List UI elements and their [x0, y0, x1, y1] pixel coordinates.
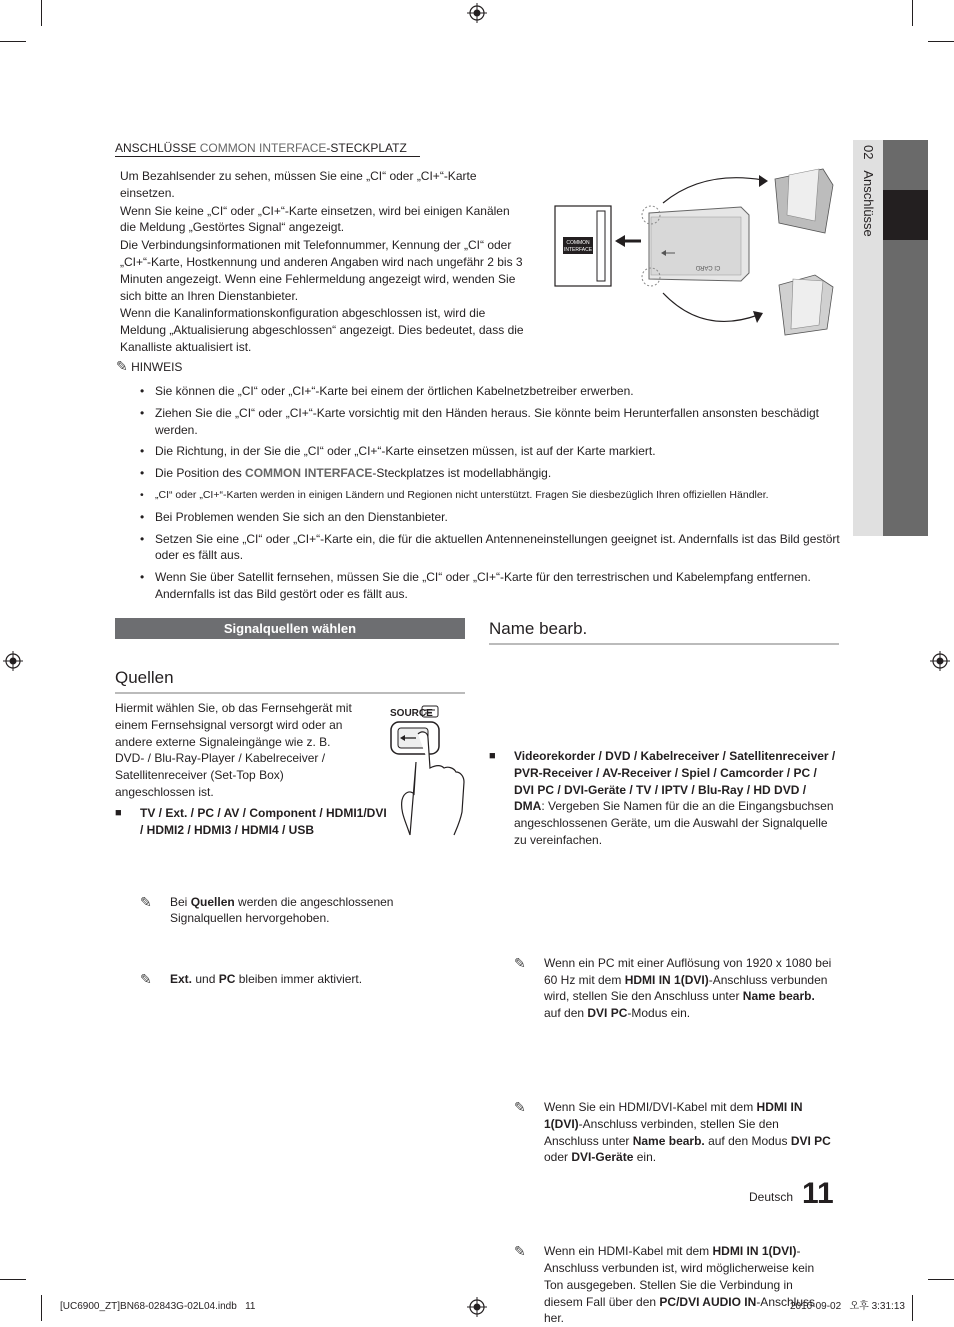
side-tab-label: 02 Anschlüsse: [861, 145, 876, 237]
crop-mark: [41, 0, 42, 26]
hinweis-title: ✎ HINWEIS: [116, 358, 183, 374]
signalquellen-bar: Signalquellen wählen: [115, 618, 465, 639]
quellen-item: ■ TV / Ext. / PC / AV / Component / HDMI1/DVI / HDMI2 / HDMI3 / HDMI4 / USB: [115, 805, 390, 839]
crop-mark: [928, 41, 954, 42]
registration-mark-icon: [467, 3, 487, 23]
name-bearb-note: ✎ Wenn ein HDMI-Kabel mit dem HDMI IN 1(DVI)-Anschluss verbunden ist, wird möglicherweise kein Ton ausgegeben. Stellen Sie die Verbindung in diesem Fall über den PC/DVI AUDIO IN-Anschluss her.: [514, 1243, 815, 1326]
list-item: • Wenn Sie über Satellit fernsehen, müssen Sie die „CI“ oder „CI+“-Karte für den terrestrischen und Kabelempfang entfernen. Andernfalls ist das Bild gestört oder es fällt aus.: [140, 569, 840, 603]
name-bearb-note: ✎ Wenn Sie ein HDMI/DVI-Kabel mit dem HDMI IN 1(DVI)-Anschluss verbinden, stellen Sie den Anschluss unter Name bearb. auf den Modus DVI PC oder DVI-Geräte ein.: [514, 1098, 831, 1165]
registration-mark-icon: [930, 651, 950, 671]
name-bearb-heading: Name bearb.: [489, 621, 839, 645]
intro-text: [120, 168, 528, 357]
list-item: • Sie können die „CI“ oder „CI+“-Karte bei einem der örtlichen Kabelnetzbetreiber erwerben.: [140, 383, 840, 400]
footer-file: [UC6900_ZT]BN68-02843G-02L04.indb 11: [60, 1301, 256, 1312]
list-item: • Die Richtung, in der Sie die „CI“ oder „CI+“-Karte einsetzen müssen, ist auf der Karte markiert.: [140, 443, 840, 460]
crop-mark: [0, 41, 26, 42]
footer-language: Deutsch: [749, 1190, 794, 1204]
name-bearb-item: ■ Videorekorder / DVD / Kabelreceiver / Satellitenreceiver / PVR-Receiver / AV-Receiver / Spiel / Camcorder / PC / DVI PC / DVI-Geräte / TV / IPTV / Blu-Ray / HD DVD / DMA: Vergeben Sie Namen für die an die Eingangsbuchsen angeschlossenen Geräte, um die Auswahl der Signalquelle zu vereinfachen.: [489, 748, 839, 849]
card-label: CI CARD: [695, 264, 721, 270]
name-bearb-note: ✎ Wenn ein PC mit einer Auflösung von 1920 x 1080 bei 60 Hz mit dem HDMI IN 1(DVI)-Anschluss verbunden wird, stellen Sie den Anschluss unter Name bearb. auf den DVI PC-Modus ein.: [514, 954, 832, 1021]
crop-mark: [928, 1279, 954, 1280]
slot-label: COMMON: [566, 240, 590, 246]
side-tab-marker: [883, 190, 928, 240]
section-title: ANSCHLÜSSE COMMON INTERFACE-STECKPLATZ: [115, 140, 420, 157]
crop-mark: [912, 1295, 913, 1321]
quellen-heading: Quellen: [115, 670, 465, 694]
quellen-body: Hiermit wählen Sie, ob das Fernsehgerät mit einem Fernsehsignal versorgt wird oder an andere externe Signaleingänge wie z. B. DVD- / Blu-Ray-Player / Kabelreceiver / Satellitenreceiver (Set-Top Box) angeschlossen ist.: [115, 701, 352, 799]
pencil-icon: ✎: [140, 893, 152, 910]
registration-mark-icon: [3, 651, 23, 671]
pencil-icon: ✎: [514, 1098, 526, 1115]
crop-mark: [0, 1279, 26, 1280]
slot-label: INTERFACE: [563, 247, 593, 253]
intro-paragraph: Die Verbindungsinformationen mit Telefonnummer, Kennung der „CI“ oder „CI+“-Karte, Hostkennung und anderen Angaben wird nach ungefähr 2 bis 3 Minuten angezeigt. Wenn eine Fehlermeldung angezeigt wird, wenden Sie sich bitte an Ihren Dienstanbieter.: [120, 238, 523, 303]
pencil-icon: ✎: [140, 971, 152, 988]
pencil-icon: ✎: [514, 954, 526, 971]
intro-paragraph: Wenn die Kanalinformationskonfiguration abgeschlossen ist, wird die Meldung „Aktualisierung abgeschlossen“ angezeigt. Dies bedeutet, dass die Kanalliste aktualisiert ist.: [120, 306, 524, 354]
pencil-icon: ✎: [514, 1243, 526, 1260]
ci-card-illustration: [553, 165, 838, 340]
footer-date: 2010-09-02 오후 3:31:13: [790, 1301, 905, 1312]
list-item: • Bei Problemen wenden Sie sich an den Dienstanbieter.: [140, 509, 840, 526]
source-button-hand-illustration: [388, 702, 468, 837]
list-item: • „CI“ oder „CI+“-Karten werden in einigen Ländern und Regionen nicht unterstützt. Fragen Sie diesbezüglich Ihren offiziellen Händler.: [140, 487, 840, 504]
list-item: • Setzen Sie eine „CI“ oder „CI+“-Karte ein, die für die aktuellen Antenneneinstellungen geeignet ist. Andernfalls ist das Bild gestört oder es fällt aus.: [140, 531, 840, 565]
crop-mark: [912, 0, 913, 26]
intro-paragraph: Wenn Sie keine „CI“ oder „CI+“-Karte einsetzen, wird bei einigen Kanälen die Meldung „Gestörtes Signal“ angezeigt.: [120, 203, 510, 235]
pencil-icon: ✎: [116, 358, 128, 374]
list-item: • Ziehen Sie die „CI“ oder „CI+“-Karte vorsichtig mit den Händen heraus. Sie könnte beim Herunterfallen ansonsten beschädigt werden.: [140, 405, 840, 439]
registration-mark-icon: [467, 1297, 487, 1317]
list-item: • Die Position des COMMON INTERFACE-Steckplatzes ist modellabhängig.: [140, 465, 840, 482]
page-number: 11: [802, 1177, 834, 1210]
source-label: SOURCE: [390, 708, 433, 719]
intro-paragraph: Um Bezahlsender zu sehen, müssen Sie eine „CI“ oder „CI+“-Karte einsetzen.: [120, 169, 477, 200]
quellen-note: ✎ Ext. und PC bleiben immer aktiviert.: [140, 971, 363, 988]
crop-mark: [41, 1295, 42, 1321]
quellen-note: ✎ Bei Quellen werden die angeschlossenen Signalquellen hervorgehoben.: [140, 893, 394, 926]
hinweis-list: [140, 383, 840, 608]
